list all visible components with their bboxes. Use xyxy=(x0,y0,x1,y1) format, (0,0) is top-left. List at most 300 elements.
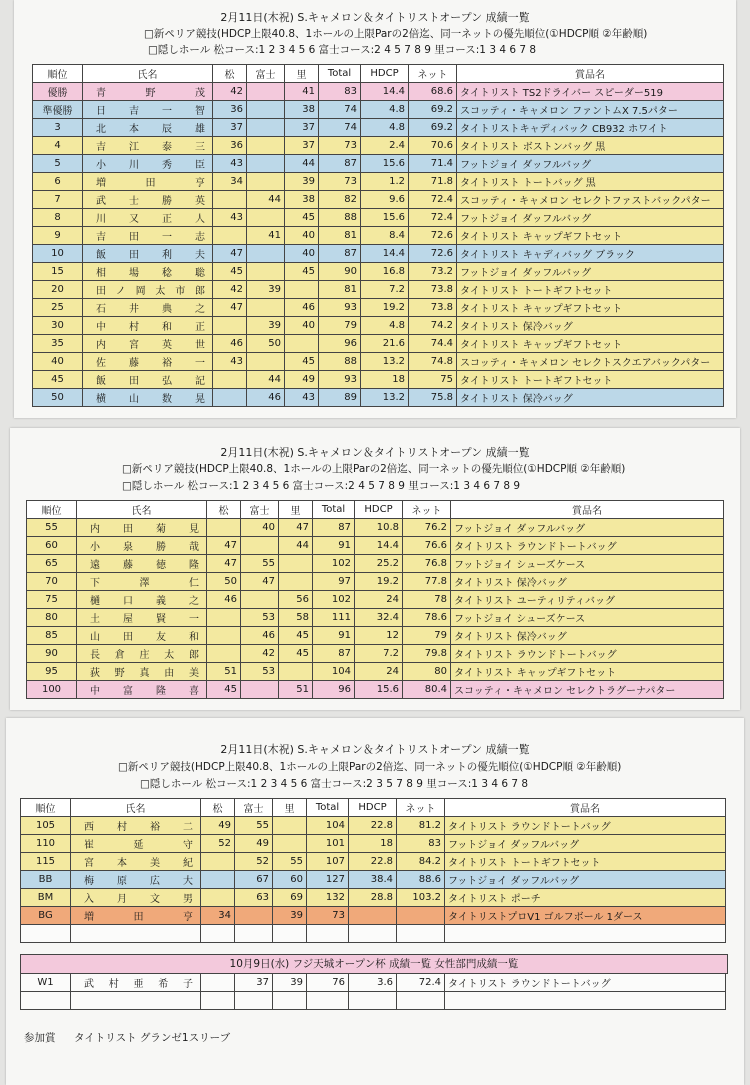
net-score: 73.8 xyxy=(409,281,457,299)
name-text: 入 月 文 男 xyxy=(84,894,193,905)
name-text: 樋 口 義 之 xyxy=(90,596,199,607)
matsu-score: 36 xyxy=(213,137,247,155)
name-cell xyxy=(71,889,201,907)
fuji-score xyxy=(247,173,285,191)
rank-cell: 3 xyxy=(33,119,83,137)
table-row xyxy=(21,925,726,943)
hdcp-value: 4.8 xyxy=(361,317,409,335)
participation-label: 参加賞 xyxy=(24,1032,56,1044)
prize-name: フットジョイ ダッフルバッグ xyxy=(457,263,724,281)
fuji-score xyxy=(241,681,279,699)
rank-cell: 40 xyxy=(33,353,83,371)
column-header: 富士 xyxy=(241,501,279,519)
net-score: 76.8 xyxy=(403,555,451,573)
net-score: 70.6 xyxy=(409,137,457,155)
participation-prize: タイトリスト グランゼ1スリーブ xyxy=(74,1032,231,1044)
column-header: Total xyxy=(319,65,361,83)
matsu-score xyxy=(207,519,241,537)
sato-score: 46 xyxy=(285,299,319,317)
name-text: 相 場 稔 聡 xyxy=(96,268,205,279)
rank-cell: BM xyxy=(21,889,71,907)
fuji-score: 42 xyxy=(241,645,279,663)
hidden-holes: □隠しホール 松コース:1 2 3 4 5 6 富士コース:2 4 5 7 8 9 里コース:1 3 4 6 7 8 xyxy=(148,44,537,56)
sato-score: 58 xyxy=(279,609,313,627)
name-cell xyxy=(71,992,201,1010)
fuji-score xyxy=(241,537,279,555)
name-text: 佐 藤 裕 一 xyxy=(96,358,205,369)
prize-name: タイトリスト ポーチ xyxy=(445,889,726,907)
matsu-score: 47 xyxy=(213,299,247,317)
name-cell xyxy=(83,317,213,335)
net-score xyxy=(397,925,445,943)
table-row xyxy=(33,389,724,407)
name-cell xyxy=(71,835,201,853)
header-row xyxy=(27,501,724,519)
name-text: 長 倉 庄 太 郎 xyxy=(90,650,199,661)
name-cell xyxy=(83,371,213,389)
prize-name: タイトリスト キャップギフトセット xyxy=(457,299,724,317)
sato-score: 40 xyxy=(285,227,319,245)
sato-score: 51 xyxy=(279,681,313,699)
fuji-score: 50 xyxy=(247,335,285,353)
net-score: 80 xyxy=(403,663,451,681)
prize-name: タイトリスト トートギフトセット xyxy=(457,281,724,299)
prize-name: タイトリスト トートバッグ 黒 xyxy=(457,173,724,191)
hdcp-value: 7.2 xyxy=(361,281,409,299)
matsu-score: 46 xyxy=(207,591,241,609)
matsu-score: 36 xyxy=(213,101,247,119)
sato-score xyxy=(279,573,313,591)
total-score: 93 xyxy=(319,371,361,389)
name-cell xyxy=(83,299,213,317)
rank-cell xyxy=(21,992,71,1010)
prize-name: タイトリストキャディバック CB932 ホワイト xyxy=(457,119,724,137)
matsu-score: 43 xyxy=(213,353,247,371)
fuji-score: 44 xyxy=(247,191,285,209)
sato-score: 47 xyxy=(279,519,313,537)
total-score: 107 xyxy=(307,853,349,871)
table-row xyxy=(21,871,726,889)
total-score: 127 xyxy=(307,871,349,889)
hdcp-value xyxy=(349,992,397,1010)
rank-cell: 25 xyxy=(33,299,83,317)
table-row xyxy=(21,817,726,835)
net-score: 103.2 xyxy=(397,889,445,907)
rank-cell: 110 xyxy=(21,835,71,853)
name-text: 石 井 典 之 xyxy=(96,304,205,315)
column-header: 松 xyxy=(213,65,247,83)
net-score: 78.6 xyxy=(403,609,451,627)
hdcp-value: 15.6 xyxy=(355,681,403,699)
net-score: 76.6 xyxy=(403,537,451,555)
table-row xyxy=(33,281,724,299)
prize-name xyxy=(445,925,726,943)
rank-cell: 準優勝 xyxy=(33,101,83,119)
name-cell xyxy=(71,925,201,943)
prize-name: タイトリスト ラウンドトートバッグ xyxy=(445,974,726,992)
sato-score: 55 xyxy=(273,853,307,871)
total-score: 81 xyxy=(319,281,361,299)
table-row xyxy=(27,627,724,645)
prize-name: タイトリスト ラウンドトートバッグ xyxy=(445,817,726,835)
sato-score xyxy=(279,555,313,573)
hdcp-value: 13.2 xyxy=(361,353,409,371)
net-score: 68.6 xyxy=(409,83,457,101)
fuji-score: 49 xyxy=(235,835,273,853)
hdcp-value: 13.2 xyxy=(361,389,409,407)
prize-name xyxy=(445,992,726,1010)
fuji-score: 55 xyxy=(241,555,279,573)
rank-cell: 90 xyxy=(27,645,77,663)
column-header: HDCP xyxy=(361,65,409,83)
table-row xyxy=(27,591,724,609)
net-score: 76.2 xyxy=(403,519,451,537)
results-table xyxy=(20,798,726,943)
total-score: 97 xyxy=(313,573,355,591)
table-row xyxy=(21,853,726,871)
sato-score: 45 xyxy=(285,209,319,227)
sato-score: 45 xyxy=(279,645,313,663)
rank-cell: 5 xyxy=(33,155,83,173)
hdcp-value xyxy=(349,925,397,943)
prize-name: スコッティ・キャメロン セレクトラグーナパター xyxy=(451,681,724,699)
fuji-score xyxy=(235,907,273,925)
matsu-score: 47 xyxy=(207,537,241,555)
column-header: ネット xyxy=(403,501,451,519)
matsu-score: 49 xyxy=(201,817,235,835)
women-section-title: 10月9日(水) フジ天城オープン杯 成績一覧 女性部門成績一覧 xyxy=(20,954,728,974)
column-header: 里 xyxy=(285,65,319,83)
name-cell xyxy=(83,155,213,173)
name-text: 横 山 数 晃 xyxy=(96,394,205,405)
fuji-score: 37 xyxy=(235,974,273,992)
competition-rules: □新ペリア競技(HDCP上限40.8、1ホールの上限Parの2倍迄、同一ネットの優先順位(①HDCP順 ②年齢順) xyxy=(144,28,648,40)
name-text: 飯 田 利 夫 xyxy=(96,250,205,261)
name-text: 内 宮 英 世 xyxy=(96,340,205,351)
table-row xyxy=(27,663,724,681)
rank-cell xyxy=(21,925,71,943)
name-text: 川 又 正 人 xyxy=(96,214,205,225)
matsu-score: 34 xyxy=(213,173,247,191)
total-score: 87 xyxy=(313,519,355,537)
name-text: 増 田 亨 xyxy=(96,178,205,189)
fuji-score: 46 xyxy=(241,627,279,645)
matsu-score: 45 xyxy=(207,681,241,699)
column-header: 順位 xyxy=(21,799,71,817)
matsu-score: 46 xyxy=(213,335,247,353)
table-row xyxy=(33,119,724,137)
name-cell xyxy=(77,555,207,573)
sato-score: 43 xyxy=(285,389,319,407)
sato-score: 45 xyxy=(285,263,319,281)
name-cell xyxy=(71,817,201,835)
total-score: 73 xyxy=(319,137,361,155)
hdcp-value: 22.8 xyxy=(349,817,397,835)
matsu-score: 42 xyxy=(213,281,247,299)
fuji-score: 44 xyxy=(247,371,285,389)
sato-score: 38 xyxy=(285,101,319,119)
fuji-score xyxy=(247,155,285,173)
sato-score: 56 xyxy=(279,591,313,609)
sato-score: 38 xyxy=(285,191,319,209)
matsu-score xyxy=(201,925,235,943)
name-cell xyxy=(83,191,213,209)
hdcp-value: 25.2 xyxy=(355,555,403,573)
matsu-score: 42 xyxy=(213,83,247,101)
fuji-score: 53 xyxy=(241,609,279,627)
fuji-score: 46 xyxy=(247,389,285,407)
sato-score: 39 xyxy=(273,907,307,925)
matsu-score xyxy=(213,371,247,389)
net-score: 77.8 xyxy=(403,573,451,591)
matsu-score: 45 xyxy=(213,263,247,281)
prize-name: タイトリスト ユーティリティバッグ xyxy=(451,591,724,609)
rank-cell: 45 xyxy=(33,371,83,389)
prize-name: タイトリスト TS2ドライバー スピーダー519 xyxy=(457,83,724,101)
name-cell xyxy=(83,137,213,155)
name-text: 田 ノ 岡 太 市 郎 xyxy=(96,286,205,297)
total-score: 102 xyxy=(313,555,355,573)
hdcp-value xyxy=(349,907,397,925)
net-score: 71.4 xyxy=(409,155,457,173)
rank-cell: 75 xyxy=(27,591,77,609)
prize-name: タイトリストプロV1 ゴルフボール 1ダース xyxy=(445,907,726,925)
column-header: 順位 xyxy=(27,501,77,519)
net-score xyxy=(397,907,445,925)
prize-name: フットジョイ ダッフルバッグ xyxy=(445,835,726,853)
name-cell xyxy=(71,871,201,889)
results-table xyxy=(26,500,724,699)
table-row xyxy=(33,299,724,317)
table-row xyxy=(33,101,724,119)
name-cell xyxy=(77,627,207,645)
matsu-score xyxy=(207,645,241,663)
prize-name: フットジョイ ダッフルバッグ xyxy=(457,155,724,173)
table-row xyxy=(27,537,724,555)
name-cell xyxy=(83,263,213,281)
hdcp-value: 21.6 xyxy=(361,335,409,353)
prize-name: タイトリスト ラウンドトートバッグ xyxy=(451,537,724,555)
hdcp-value: 22.8 xyxy=(349,853,397,871)
prize-name: タイトリスト 保冷バッグ xyxy=(451,627,724,645)
sheet-title: 2月11日(木祝) S.キャメロン＆タイトリストオープン 成績一覧 xyxy=(220,11,530,24)
column-header: HDCP xyxy=(349,799,397,817)
sato-score: 69 xyxy=(273,889,307,907)
total-score xyxy=(307,992,349,1010)
name-text: 崔 延 守 xyxy=(84,840,193,851)
net-score: 79 xyxy=(403,627,451,645)
name-cell xyxy=(77,519,207,537)
fuji-score: 67 xyxy=(235,871,273,889)
sato-score xyxy=(285,335,319,353)
total-score: 102 xyxy=(313,591,355,609)
rank-cell: 7 xyxy=(33,191,83,209)
rank-cell: 105 xyxy=(21,817,71,835)
name-text: 吉 田 一 志 xyxy=(96,232,205,243)
table-row xyxy=(33,227,724,245)
fuji-score xyxy=(247,299,285,317)
name-cell xyxy=(83,353,213,371)
rank-cell: 60 xyxy=(27,537,77,555)
column-header: ネット xyxy=(409,65,457,83)
table-row xyxy=(33,173,724,191)
total-score: 88 xyxy=(319,353,361,371)
hdcp-value: 19.2 xyxy=(355,573,403,591)
total-score: 79 xyxy=(319,317,361,335)
total-score: 104 xyxy=(313,663,355,681)
name-text: 武 士 勝 英 xyxy=(96,196,205,207)
prize-name: タイトリスト キャップギフトセット xyxy=(451,663,724,681)
table-row xyxy=(21,889,726,907)
name-text: 小 泉 勝 哉 xyxy=(90,542,199,553)
prize-name: タイトリスト 保冷バッグ xyxy=(457,317,724,335)
rank-cell: 9 xyxy=(33,227,83,245)
fuji-score: 40 xyxy=(241,519,279,537)
sato-score xyxy=(279,663,313,681)
matsu-score xyxy=(213,317,247,335)
column-header: 松 xyxy=(201,799,235,817)
name-text: 中 村 和 正 xyxy=(96,322,205,333)
hdcp-value: 1.2 xyxy=(361,173,409,191)
total-score: 87 xyxy=(319,245,361,263)
net-score: 71.8 xyxy=(409,173,457,191)
net-score: 69.2 xyxy=(409,119,457,137)
total-score: 104 xyxy=(307,817,349,835)
hdcp-value: 2.4 xyxy=(361,137,409,155)
net-score: 72.4 xyxy=(409,191,457,209)
table-row xyxy=(27,609,724,627)
sato-score xyxy=(285,281,319,299)
name-text: 飯 田 弘 記 xyxy=(96,376,205,387)
matsu-score: 37 xyxy=(213,119,247,137)
name-text: 小 川 秀 臣 xyxy=(96,160,205,171)
fuji-score: 47 xyxy=(241,573,279,591)
net-score: 88.6 xyxy=(397,871,445,889)
rank-cell: BB xyxy=(21,871,71,889)
rank-cell: 95 xyxy=(27,663,77,681)
name-text: 青 野 茂 xyxy=(96,88,205,99)
hdcp-value: 24 xyxy=(355,591,403,609)
sato-score: 41 xyxy=(285,83,319,101)
rank-cell: 35 xyxy=(33,335,83,353)
fuji-score: 39 xyxy=(247,281,285,299)
hdcp-value: 8.4 xyxy=(361,227,409,245)
table-row xyxy=(27,519,724,537)
matsu-score: 51 xyxy=(207,663,241,681)
prize-name: スコッティ・キャメロン ファントムX 7.5パター xyxy=(457,101,724,119)
total-score: 111 xyxy=(313,609,355,627)
name-text: 吉 江 泰 三 xyxy=(96,142,205,153)
net-score: 78 xyxy=(403,591,451,609)
hdcp-value: 9.6 xyxy=(361,191,409,209)
rank-cell: 8 xyxy=(33,209,83,227)
total-score: 81 xyxy=(319,227,361,245)
name-cell xyxy=(83,335,213,353)
hdcp-value: 12 xyxy=(355,627,403,645)
fuji-score xyxy=(235,992,273,1010)
name-text: 日 吉 一 智 xyxy=(96,106,205,117)
total-score: 74 xyxy=(319,119,361,137)
name-cell xyxy=(77,681,207,699)
fuji-score xyxy=(241,591,279,609)
fuji-score: 39 xyxy=(247,317,285,335)
table-row xyxy=(21,992,726,1010)
prize-name: タイトリスト トートギフトセット xyxy=(457,371,724,389)
name-cell xyxy=(83,119,213,137)
hdcp-value: 28.8 xyxy=(349,889,397,907)
net-score: 75 xyxy=(409,371,457,389)
total-score: 74 xyxy=(319,101,361,119)
matsu-score: 50 xyxy=(207,573,241,591)
matsu-score: 47 xyxy=(213,245,247,263)
total-score: 73 xyxy=(307,907,349,925)
fuji-score xyxy=(247,245,285,263)
hdcp-value: 38.4 xyxy=(349,871,397,889)
net-score: 81.2 xyxy=(397,817,445,835)
table-row xyxy=(33,155,724,173)
hdcp-value: 15.6 xyxy=(361,155,409,173)
total-score: 76 xyxy=(307,974,349,992)
name-text: 内 田 菊 見 xyxy=(90,524,199,535)
total-score: 82 xyxy=(319,191,361,209)
net-score: 72.4 xyxy=(409,209,457,227)
total-score: 91 xyxy=(313,537,355,555)
hidden-holes: □隠しホール 松コース:1 2 3 4 5 6 富士コース:2 4 5 7 8 9 里コース:1 3 4 6 7 8 9 xyxy=(122,480,521,492)
matsu-score: 47 xyxy=(207,555,241,573)
prize-name: タイトリスト キャップギフトセット xyxy=(457,227,724,245)
rank-cell: 15 xyxy=(33,263,83,281)
name-cell xyxy=(77,663,207,681)
rank-cell: 4 xyxy=(33,137,83,155)
net-score: 79.8 xyxy=(403,645,451,663)
table-row xyxy=(33,371,724,389)
column-header: HDCP xyxy=(355,501,403,519)
fuji-score: 53 xyxy=(241,663,279,681)
sheet-title: 2月11日(木祝) S.キャメロン＆タイトリストオープン 成績一覧 xyxy=(220,743,530,756)
name-text: 宮 本 美 紀 xyxy=(84,858,193,869)
table-row xyxy=(21,907,726,925)
table-row xyxy=(27,555,724,573)
sato-score: 60 xyxy=(273,871,307,889)
fuji-score xyxy=(247,209,285,227)
hdcp-value: 4.8 xyxy=(361,101,409,119)
prize-name: フットジョイ シューズケース xyxy=(451,555,724,573)
hdcp-value: 14.4 xyxy=(361,245,409,263)
hdcp-value: 24 xyxy=(355,663,403,681)
rank-cell: 80 xyxy=(27,609,77,627)
table-row xyxy=(33,263,724,281)
matsu-score xyxy=(201,992,235,1010)
competition-rules: □新ペリア競技(HDCP上限40.8、1ホールの上限Parの2倍迄、同一ネットの優先順位(①HDCP順 ②年齢順) xyxy=(118,761,622,773)
rank-cell: 6 xyxy=(33,173,83,191)
table-row xyxy=(27,645,724,663)
name-cell xyxy=(83,83,213,101)
total-score xyxy=(307,925,349,943)
net-score: 73.2 xyxy=(409,263,457,281)
net-score xyxy=(397,992,445,1010)
column-header: 富士 xyxy=(235,799,273,817)
name-cell xyxy=(83,245,213,263)
name-cell xyxy=(77,645,207,663)
matsu-score: 34 xyxy=(201,907,235,925)
hdcp-value: 7.2 xyxy=(355,645,403,663)
rank-cell: 85 xyxy=(27,627,77,645)
matsu-score xyxy=(213,191,247,209)
total-score: 88 xyxy=(319,209,361,227)
total-score: 90 xyxy=(319,263,361,281)
fuji-score: 63 xyxy=(235,889,273,907)
table-row xyxy=(33,137,724,155)
